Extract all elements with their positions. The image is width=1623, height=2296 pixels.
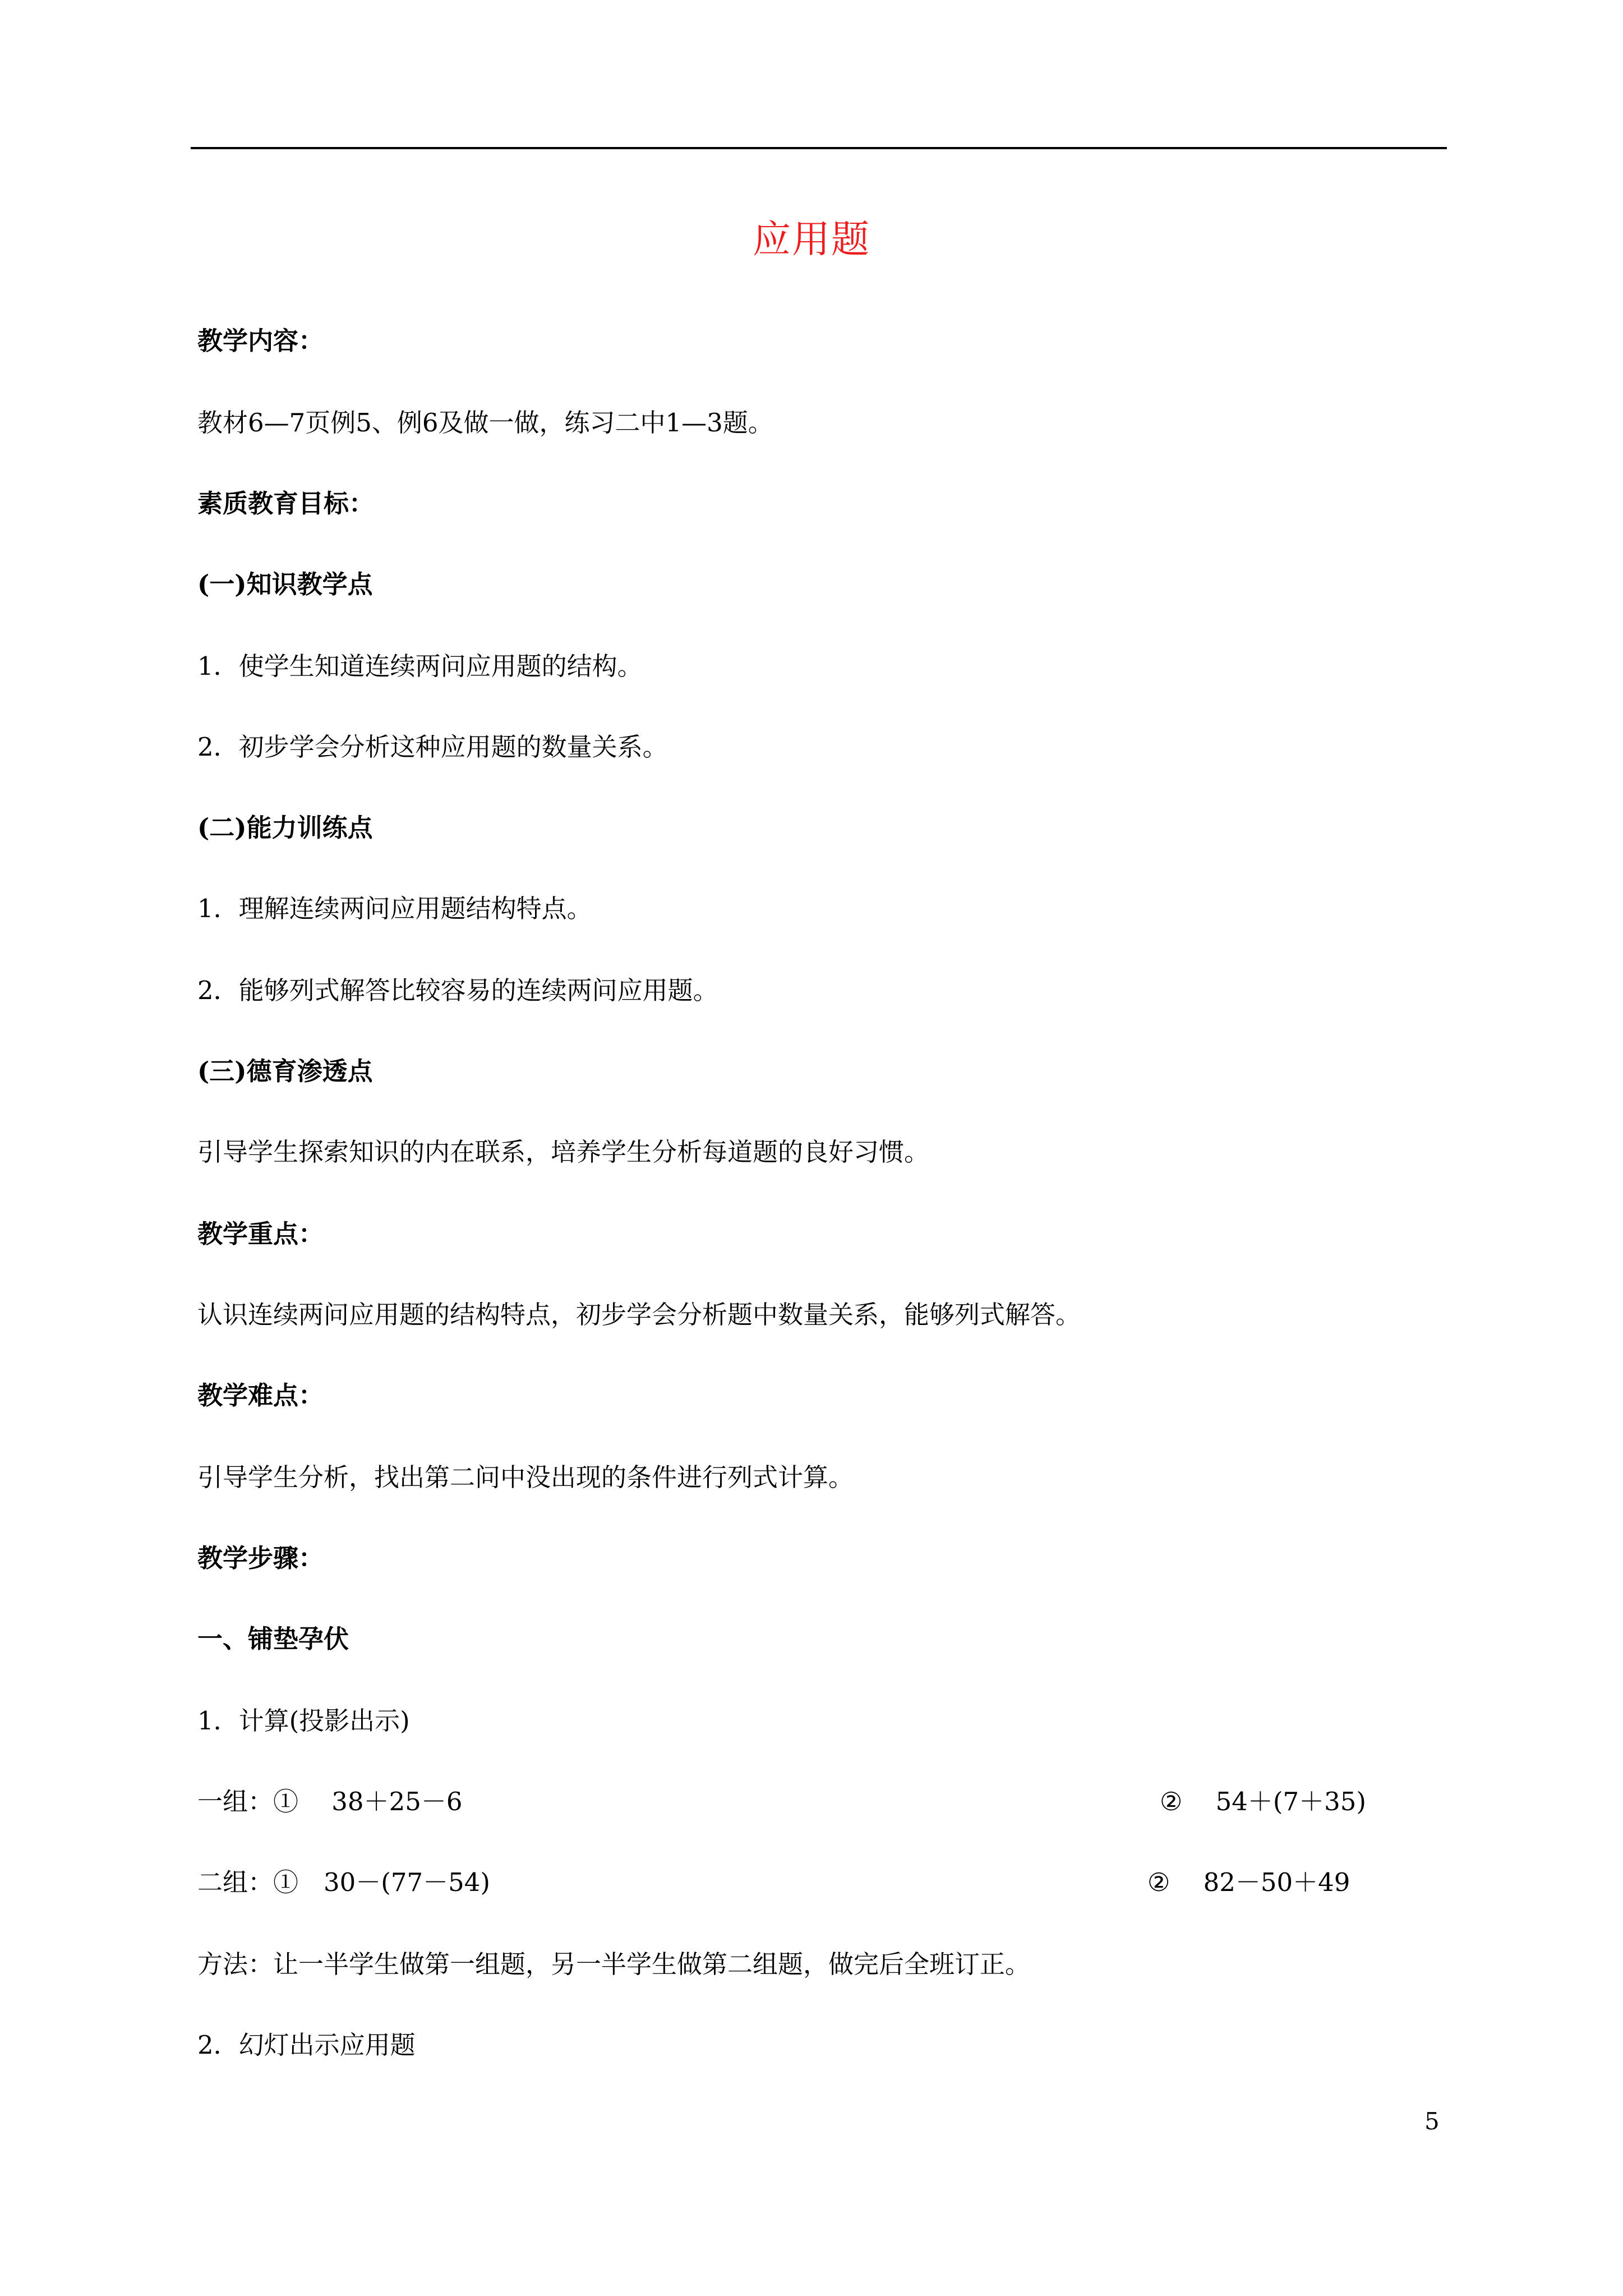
page-title: 应用题 <box>752 218 870 262</box>
ability-item-2: 2．能够列式解答比较容易的连续两问应用题。 <box>197 976 718 1005</box>
group-2-problem-1: 二组：① 30－(77－54) <box>197 1867 490 1897</box>
heading-knowledge: (一)知识教学点 <box>197 569 373 599</box>
paragraph-teaching-content: 教材6—7页例5、例6及做一做，练习二中1—3题。 <box>197 408 773 438</box>
page-number: 5 <box>1424 2108 1440 2135</box>
paragraph-moral: 引导学生探索知识的内在联系，培养学生分析每道题的良好习惯。 <box>197 1137 930 1167</box>
paragraph-method: 方法：让一半学生做第一组题，另一半学生做第二组题，做完后全班订正。 <box>197 1949 1031 1979</box>
knowledge-item-1: 1．使学生知道连续两问应用题的结构。 <box>197 651 643 681</box>
ability-item-1: 1．理解连续两问应用题结构特点。 <box>197 894 592 923</box>
header-rule <box>191 147 1447 149</box>
heading-moral: (三)德育渗透点 <box>197 1056 373 1086</box>
group-1-problem-1: 一组：① 38＋25－6 <box>197 1787 463 1816</box>
paragraph-difficult-point: 引导学生分析，找出第二问中没出现的条件进行列式计算。 <box>197 1462 854 1492</box>
step-item-1: 1．计算(投影出示) <box>197 1706 410 1736</box>
knowledge-item-2: 2．初步学会分析这种应用题的数量关系。 <box>197 732 668 762</box>
heading-key-point: 教学重点： <box>197 1219 324 1249</box>
group-2-problem-2: ② 82－50＋49 <box>1147 1867 1350 1897</box>
heading-goals: 素质教育目标： <box>197 489 375 518</box>
heading-steps: 教学步骤： <box>197 1543 324 1573</box>
heading-teaching-content: 教学内容： <box>197 326 324 356</box>
group-1-problem-2: ② 54＋(7＋35) <box>1160 1787 1366 1816</box>
heading-ability: (二)能力训练点 <box>197 813 373 843</box>
step-item-2: 2．幻灯出示应用题 <box>197 2030 416 2060</box>
heading-difficult-point: 教学难点： <box>197 1381 324 1410</box>
heading-step-1: 一、铺垫孕伏 <box>197 1624 349 1654</box>
paragraph-key-point: 认识连续两问应用题的结构特点，初步学会分析题中数量关系，能够列式解答。 <box>197 1300 1081 1329</box>
